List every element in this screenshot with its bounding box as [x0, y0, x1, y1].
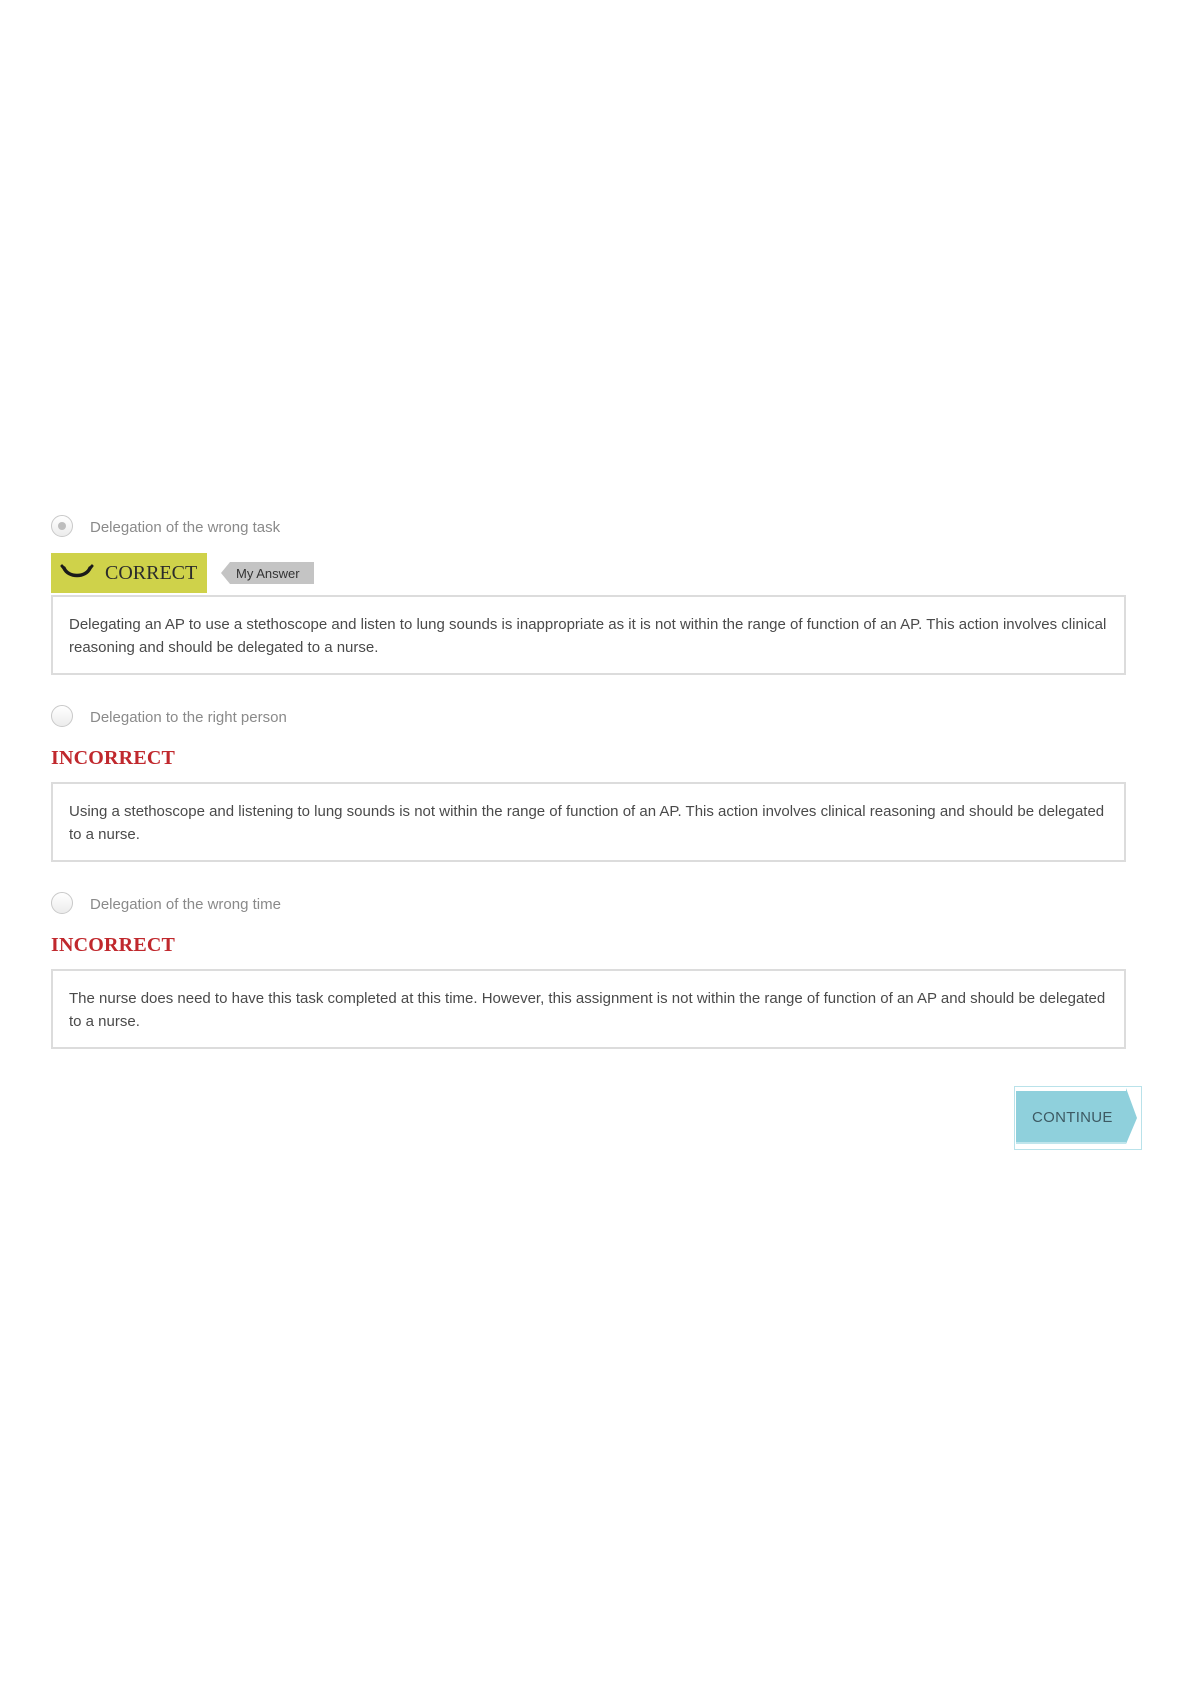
- feedback-box: The nurse does need to have this task completed at this time. However, this assignment is not within the range of function of an AP and should be delegated to a nurse.: [51, 969, 1126, 1049]
- continue-button[interactable]: [1014, 1086, 1142, 1150]
- option-label: Delegation to the right person: [90, 709, 287, 726]
- radio-button[interactable]: [51, 705, 73, 727]
- option-label: Delegation of the wrong task: [90, 519, 281, 536]
- feedback-box: Using a stethoscope and listening to lung sounds is not within the range of function of an AP. This action involves clinical reasoning and should be delegated to a nurse.: [51, 782, 1126, 862]
- correct-badge: [51, 553, 207, 593]
- smile-icon: [60, 562, 94, 582]
- radio-button-selected[interactable]: [51, 515, 73, 537]
- answer-option-1: [51, 515, 1126, 656]
- option-label: Delegation of the wrong time: [90, 896, 281, 913]
- incorrect-label: INCORRECT: [51, 747, 176, 769]
- continue-label: CONTINUE: [1032, 1109, 1113, 1126]
- correct-label: CORRECT: [105, 562, 198, 584]
- option-row[interactable]: [51, 705, 1126, 731]
- answer-option-2: [51, 705, 1126, 843]
- answer-option-3: [51, 892, 1126, 1030]
- option-row[interactable]: [51, 892, 1126, 918]
- incorrect-label: INCORRECT: [51, 934, 176, 956]
- option-row[interactable]: [51, 515, 1126, 541]
- verdict-row: [51, 553, 1126, 593]
- radio-button[interactable]: [51, 892, 73, 914]
- my-answer-label: My Answer: [236, 566, 300, 581]
- feedback-box: Delegating an AP to use a stethoscope and listen to lung sounds is inappropriate as it is not within the range of function of an AP. This action involves clinical reasoning and should be delegated to a nurse.: [51, 595, 1126, 675]
